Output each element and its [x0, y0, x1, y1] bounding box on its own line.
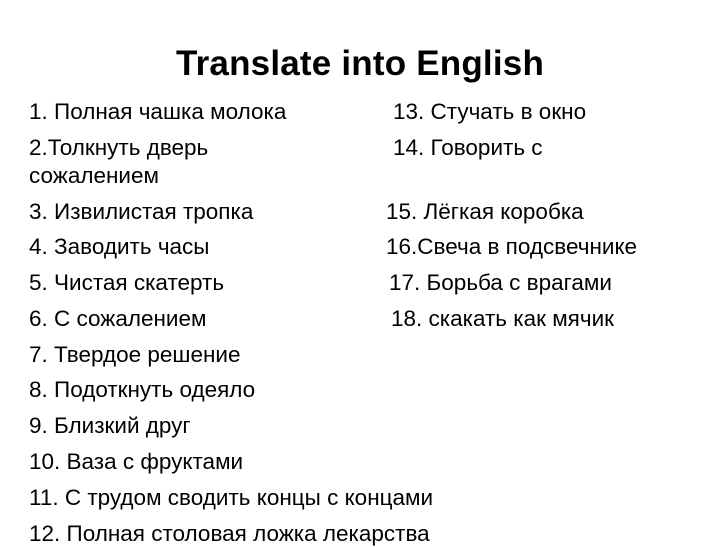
list-item-7: 7. Твердое решение [29, 342, 241, 367]
list-item-11: 11. С трудом сводить концы с концами [29, 485, 434, 510]
list-item-3: 3. Извилистая тропка [29, 199, 254, 224]
list-item-5: 5. Чистая скатерть [29, 270, 225, 295]
list-item-10: 10. Ваза с фруктами [29, 449, 244, 474]
list-item-4: 4. Заводить часы [29, 234, 210, 259]
list-item-17: 17. Борьба с врагами [389, 270, 612, 295]
list-item-15: 15. Лёгкая коробка [386, 199, 584, 224]
list-item-12: 12. Полная столовая ложка лекарства [29, 521, 430, 546]
list-item-9: 9. Близкий друг [29, 413, 191, 438]
list-item-2: 2.Толкнуть дверь [29, 135, 209, 160]
list-item-14: 14. Говорить с [393, 135, 543, 160]
list-item-13: 13. Стучать в окно [393, 99, 587, 124]
list-item-8: 8. Подоткнуть одеяло [29, 377, 256, 402]
list-item-18: 18. скакать как мячик [391, 306, 615, 331]
slide-title: Translate into English [175, 44, 545, 83]
list-item-1: 1. Полная чашка молока [29, 99, 287, 124]
list-item-2-continuation: сожалением [29, 163, 159, 188]
list-item-6: 6. С сожалением [29, 306, 207, 331]
list-item-16: 16.Свеча в подсвечнике [386, 234, 638, 259]
